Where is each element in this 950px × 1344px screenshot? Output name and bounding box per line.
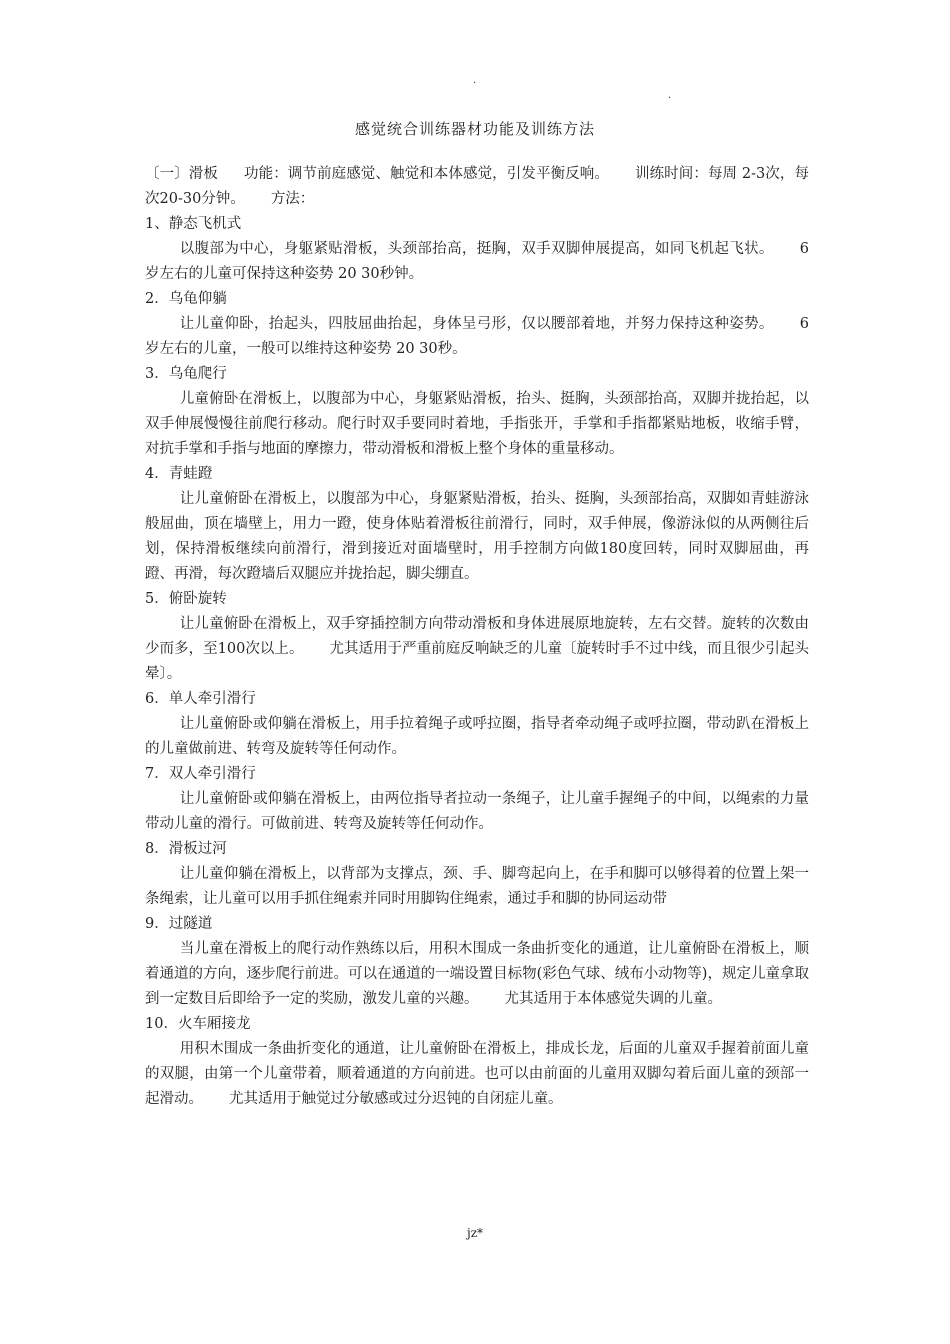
intro-paragraph — [145, 162, 809, 212]
section-heading: 1、静态飞机式 — [145, 216, 242, 232]
section-heading: 3．乌龟爬行 — [145, 366, 227, 382]
section-heading: 10．火车厢接龙 — [145, 1016, 251, 1032]
section-heading: 6．单人牵引滑行 — [145, 691, 256, 707]
document-body — [145, 162, 809, 1112]
header-mark: . — [473, 75, 477, 86]
intro-item: 〔一〕滑板 — [145, 166, 218, 182]
intro-function: 功能：调节前庭感觉、触觉和本体感觉，引发平衡反响。 — [244, 166, 609, 182]
section-paragraph: 让儿童仰卧，抬起头，四肢屈曲抬起，身体呈弓形，仅以腰部着地，并努力保持这种姿势。 6岁左右的儿童，一般可以维持这种姿势 20 30秒。 — [145, 316, 809, 357]
section-paragraph: 让儿童俯卧或仰躺在滑板上，用手拉着绳子或呼拉圈，指导者牵动绳子或呼拉圈，带动趴在滑板上的儿童做前进、转弯及旋转等任何动作。 — [145, 716, 809, 757]
section-paragraph: 让儿童俯卧在滑板上，以腹部为中心，身躯紧贴滑板，抬头、挺胸，头颈部抬高，双脚如青蛙游泳般屈曲，顶在墙壁上，用力一蹬，使身体贴着滑板往前滑行，同时，双手伸展，像游泳似的从两侧往后划，保持滑板继续向前滑行，滑到接近对面墙壁时，用手控制方向做180度回转，同时双脚屈曲，再蹬、再滑，每次蹬墙后双腿应并拢抬起，脚尖绷直。 — [145, 491, 809, 582]
intro-method: 方法： — [270, 191, 315, 207]
section-paragraph: 以腹部为中心，身躯紧贴滑板，头颈部抬高，挺胸，双手双脚伸展提高，如同飞机起飞状。 6岁左右的儿童可保持这种姿势 20 30秒钟。 — [145, 241, 809, 282]
intro-time: 训练时间：每周 2-3次，每次20-30分钟。 — [145, 166, 810, 207]
section-paragraph: 儿童俯卧在滑板上，以腹部为中心，身躯紧贴滑板，抬头、挺胸，头颈部抬高，双脚并拢抬起，以双手伸展慢慢往前爬行移动。爬行时双手要同时着地，手指张开，手掌和手指都紧贴地板，收缩手臂，对抗手掌和手指与地面的摩擦力，带动滑板和滑板上整个身体的重量移动。 — [145, 391, 809, 457]
section-heading: 4．青蛙蹬 — [145, 466, 213, 482]
section-heading: 7．双人牵引滑行 — [145, 766, 256, 782]
section-paragraph: 让儿童俯卧或仰躺在滑板上，由两位指导者拉动一条绳子，让儿童手握绳子的中间，以绳索的力量带动儿童的滑行。可做前进、转弯及旋转等任何动作。 — [145, 791, 809, 832]
section-heading: 5．俯卧旋转 — [145, 591, 227, 607]
section-heading: 9．过隧道 — [145, 916, 213, 932]
section-paragraph: 当儿童在滑板上的爬行动作熟练以后，用积木围成一条曲折变化的通道，让儿童俯卧在滑板上，顺着通道的方向，逐步爬行前进。可以在通道的一端设置目标物(彩色气球、绒布小动物等)，规定儿童拿取到一定数目后即给予一定的奖励，激发儿童的兴趣。 尤其适用于本体感觉失调的儿童。 — [145, 941, 809, 1007]
section-paragraph: 让儿童仰躺在滑板上，以背部为支撑点，颈、手、脚弯起向上，在手和脚可以够得着的位置上架一条绳索，让儿童可以用手抓住绳索并同时用脚钩住绳索，通过手和脚的协同运动带 — [145, 866, 809, 907]
section-heading: 8．滑板过河 — [145, 841, 227, 857]
section-paragraph: 用积木围成一条曲折变化的通道，让儿童俯卧在滑板上，排成长龙，后面的儿童双手握着前面儿童的双腿，由第一个儿童带着，顺着通道的方向前进。也可以由前面的儿童用双脚勾着后面儿童的颈部一起滑动。 尤其适用于触觉过分敏感或过分迟钝的自闭症儿童。 — [145, 1041, 809, 1107]
page-footer: jz* — [466, 1226, 484, 1240]
section-paragraph: 让儿童俯卧在滑板上，双手穿插控制方向带动滑板和身体进展原地旋转，左右交替。旋转的次数由少而多，至100次以上。 尤其适用于严重前庭反响缺乏的儿童〔旋转时手不过中线，而且很少引起头晕〕。 — [145, 616, 809, 682]
section-heading: 2．乌龟仰躺 — [145, 291, 227, 307]
document-title: 感觉统合训练器材功能及训练方法 — [354, 120, 595, 138]
header-mark: . — [668, 90, 672, 101]
